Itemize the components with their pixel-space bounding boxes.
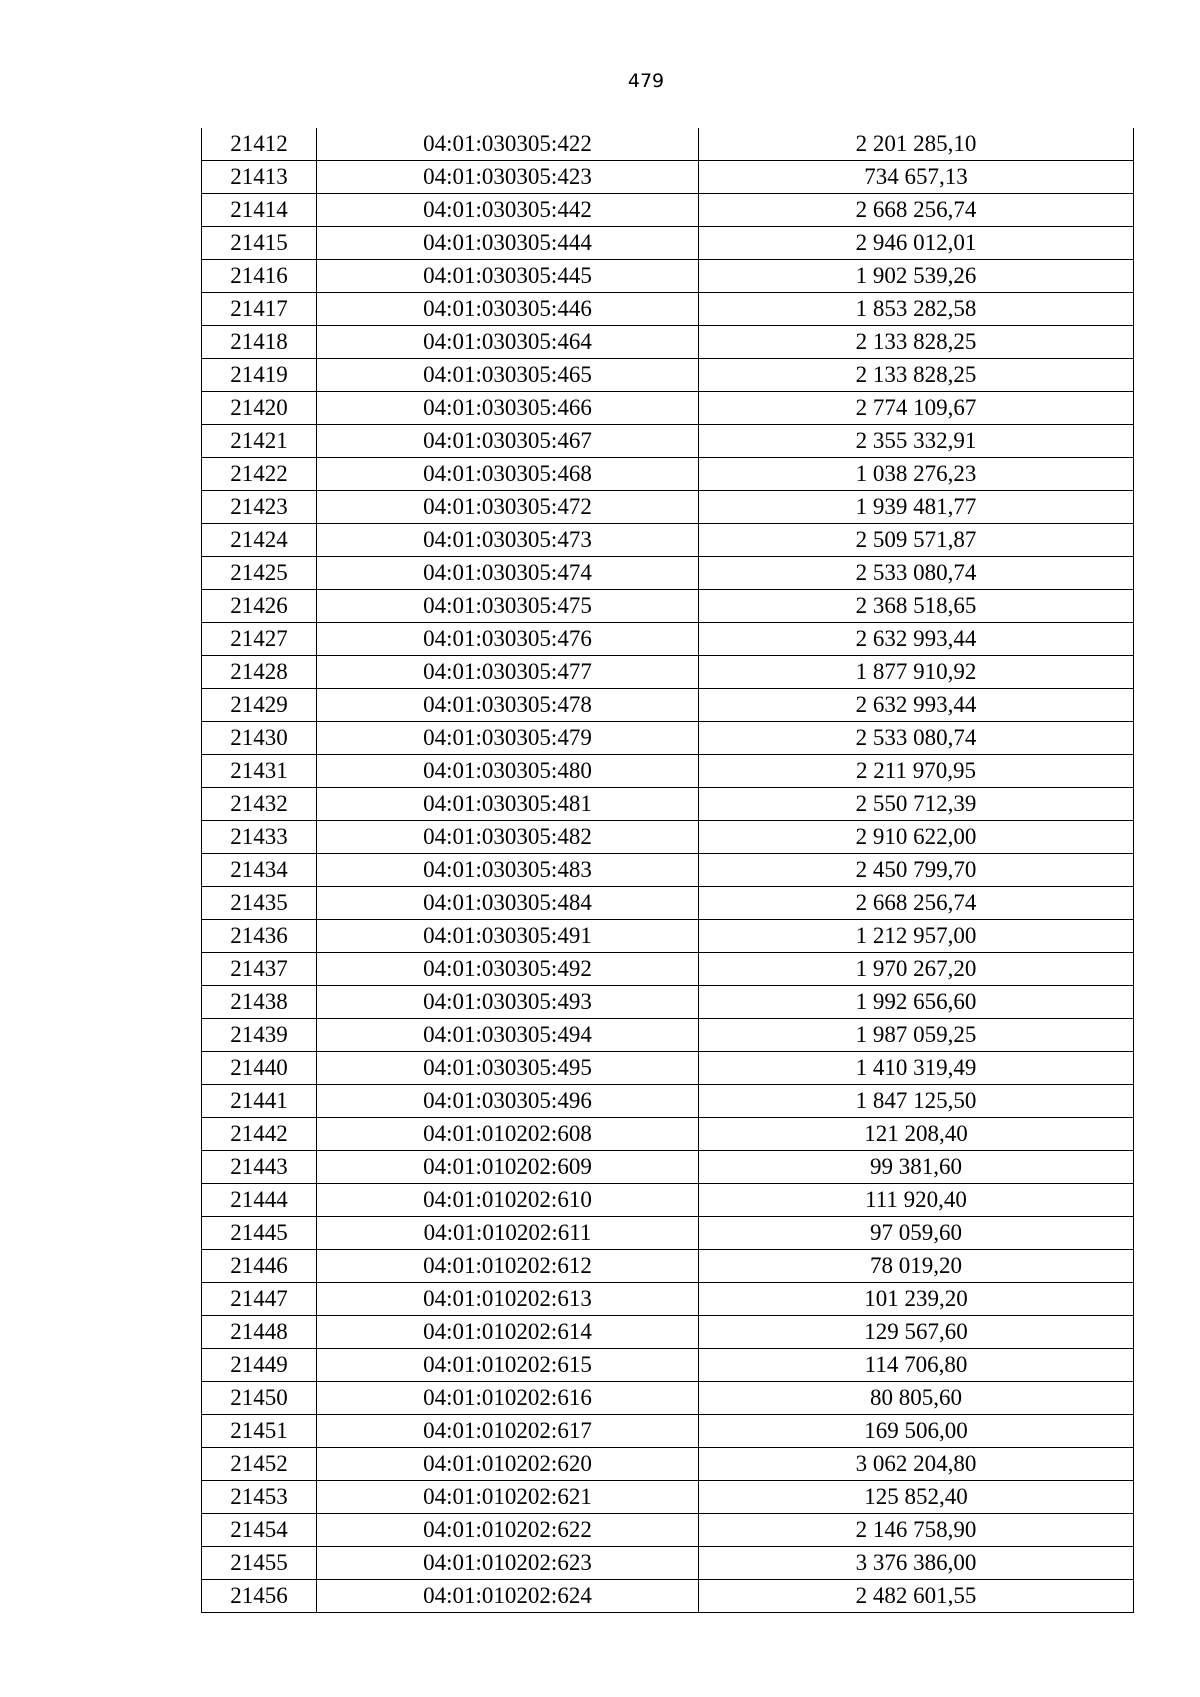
table-row	[202, 161, 1134, 194]
row-number-cell: 21443	[202, 1151, 317, 1184]
row-number-cell: 21450	[202, 1382, 317, 1415]
table-row	[202, 1316, 1134, 1349]
cadastral-value-cell: 111 920,40	[699, 1184, 1134, 1217]
row-number-cell: 21429	[202, 689, 317, 722]
table-row	[202, 260, 1134, 293]
table-row	[202, 986, 1134, 1019]
row-number-cell: 21437	[202, 953, 317, 986]
cadastral-value-cell: 99 381,60	[699, 1151, 1134, 1184]
row-number-cell: 21434	[202, 854, 317, 887]
cadastral-number-cell: 04:01:010202:613	[317, 1283, 699, 1316]
cadastral-value-cell: 1 853 282,58	[699, 293, 1134, 326]
cadastral-value-cell: 2 774 109,67	[699, 392, 1134, 425]
cadastral-number-cell: 04:01:030305:442	[317, 194, 699, 227]
cadastral-number-cell: 04:01:030305:465	[317, 359, 699, 392]
row-number-cell: 21454	[202, 1514, 317, 1547]
cadastral-number-cell: 04:01:030305:475	[317, 590, 699, 623]
cadastral-value-cell: 2 668 256,74	[699, 887, 1134, 920]
row-number-cell: 21414	[202, 194, 317, 227]
cadastral-number-cell: 04:01:030305:464	[317, 326, 699, 359]
row-number-cell: 21445	[202, 1217, 317, 1250]
cadastral-value-cell: 2 355 332,91	[699, 425, 1134, 458]
cadastral-value-cell: 1 987 059,25	[699, 1019, 1134, 1052]
cadastral-number-cell: 04:01:030305:444	[317, 227, 699, 260]
cadastral-number-cell: 04:01:030305:467	[317, 425, 699, 458]
table-row	[202, 458, 1134, 491]
table-row	[202, 1382, 1134, 1415]
table-row	[202, 623, 1134, 656]
cadastral-number-cell: 04:01:030305:474	[317, 557, 699, 590]
row-number-cell: 21438	[202, 986, 317, 1019]
row-number-cell: 21430	[202, 722, 317, 755]
row-number-cell: 21424	[202, 524, 317, 557]
page-number: 479	[627, 70, 665, 92]
cadastral-value-cell: 125 852,40	[699, 1481, 1134, 1514]
row-number-cell: 21418	[202, 326, 317, 359]
row-number-cell: 21420	[202, 392, 317, 425]
cadastral-value-cell: 78 019,20	[699, 1250, 1134, 1283]
cadastral-value-cell: 2 201 285,10	[699, 128, 1134, 161]
table-row	[202, 656, 1134, 689]
table-row	[202, 1415, 1134, 1448]
cadastral-value-cell: 2 533 080,74	[699, 557, 1134, 590]
cadastral-number-cell: 04:01:030305:423	[317, 161, 699, 194]
cadastral-number-cell: 04:01:030305:468	[317, 458, 699, 491]
row-number-cell: 21444	[202, 1184, 317, 1217]
row-number-cell: 21422	[202, 458, 317, 491]
table-row	[202, 689, 1134, 722]
cadastral-value-cell: 2 133 828,25	[699, 359, 1134, 392]
table-row	[202, 491, 1134, 524]
cadastral-value-cell: 2 668 256,74	[699, 194, 1134, 227]
table-row	[202, 557, 1134, 590]
row-number-cell: 21440	[202, 1052, 317, 1085]
cadastral-value-cell: 2 133 828,25	[699, 326, 1134, 359]
cadastral-number-cell: 04:01:010202:614	[317, 1316, 699, 1349]
row-number-cell: 21452	[202, 1448, 317, 1481]
cadastral-number-cell: 04:01:010202:617	[317, 1415, 699, 1448]
cadastral-value-table	[201, 128, 1134, 1613]
cadastral-number-cell: 04:01:030305:477	[317, 656, 699, 689]
table-row	[202, 1580, 1134, 1613]
table-row	[202, 788, 1134, 821]
cadastral-value-cell: 101 239,20	[699, 1283, 1134, 1316]
row-number-cell: 21428	[202, 656, 317, 689]
row-number-cell: 21451	[202, 1415, 317, 1448]
table-row	[202, 1052, 1134, 1085]
table-row	[202, 1547, 1134, 1580]
cadastral-number-cell: 04:01:030305:484	[317, 887, 699, 920]
cadastral-number-cell: 04:01:030305:472	[317, 491, 699, 524]
row-number-cell: 21413	[202, 161, 317, 194]
cadastral-value-cell: 1 212 957,00	[699, 920, 1134, 953]
table-row	[202, 1085, 1134, 1118]
row-number-cell: 21446	[202, 1250, 317, 1283]
cadastral-number-cell: 04:01:030305:445	[317, 260, 699, 293]
row-number-cell: 21419	[202, 359, 317, 392]
cadastral-number-cell: 04:01:030305:476	[317, 623, 699, 656]
row-number-cell: 21421	[202, 425, 317, 458]
row-number-cell: 21427	[202, 623, 317, 656]
table-row	[202, 1118, 1134, 1151]
row-number-cell: 21448	[202, 1316, 317, 1349]
cadastral-value-cell: 734 657,13	[699, 161, 1134, 194]
cadastral-value-cell: 2 146 758,90	[699, 1514, 1134, 1547]
cadastral-number-cell: 04:01:030305:495	[317, 1052, 699, 1085]
row-number-cell: 21426	[202, 590, 317, 623]
cadastral-value-cell: 1 410 319,49	[699, 1052, 1134, 1085]
table-row	[202, 821, 1134, 854]
cadastral-number-cell: 04:01:030305:494	[317, 1019, 699, 1052]
cadastral-value-cell: 1 902 539,26	[699, 260, 1134, 293]
cadastral-number-cell: 04:01:030305:478	[317, 689, 699, 722]
cadastral-number-cell: 04:01:030305:446	[317, 293, 699, 326]
cadastral-number-cell: 04:01:010202:611	[317, 1217, 699, 1250]
table-row	[202, 1151, 1134, 1184]
cadastral-number-cell: 04:01:030305:492	[317, 953, 699, 986]
cadastral-value-cell: 169 506,00	[699, 1415, 1134, 1448]
row-number-cell: 21441	[202, 1085, 317, 1118]
table-row	[202, 227, 1134, 260]
table-row	[202, 1184, 1134, 1217]
cadastral-value-cell: 2 482 601,55	[699, 1580, 1134, 1613]
table-row	[202, 1349, 1134, 1382]
table-row	[202, 1514, 1134, 1547]
cadastral-value-cell: 114 706,80	[699, 1349, 1134, 1382]
cadastral-number-cell: 04:01:010202:620	[317, 1448, 699, 1481]
row-number-cell: 21456	[202, 1580, 317, 1613]
table-row	[202, 293, 1134, 326]
table-row	[202, 524, 1134, 557]
row-number-cell: 21455	[202, 1547, 317, 1580]
cadastral-number-cell: 04:01:030305:496	[317, 1085, 699, 1118]
cadastral-number-cell: 04:01:010202:622	[317, 1514, 699, 1547]
cadastral-value-cell: 97 059,60	[699, 1217, 1134, 1250]
row-number-cell: 21431	[202, 755, 317, 788]
row-number-cell: 21433	[202, 821, 317, 854]
table-row	[202, 128, 1134, 161]
cadastral-number-cell: 04:01:010202:624	[317, 1580, 699, 1613]
cadastral-number-cell: 04:01:030305:493	[317, 986, 699, 1019]
table-body	[202, 128, 1134, 1613]
cadastral-value-cell: 2 509 571,87	[699, 524, 1134, 557]
cadastral-number-cell: 04:01:030305:482	[317, 821, 699, 854]
table-row	[202, 326, 1134, 359]
table-row	[202, 722, 1134, 755]
row-number-cell: 21453	[202, 1481, 317, 1514]
row-number-cell: 21423	[202, 491, 317, 524]
row-number-cell: 21432	[202, 788, 317, 821]
cadastral-number-cell: 04:01:010202:616	[317, 1382, 699, 1415]
table-row	[202, 1481, 1134, 1514]
cadastral-number-cell: 04:01:030305:483	[317, 854, 699, 887]
cadastral-number-cell: 04:01:010202:610	[317, 1184, 699, 1217]
cadastral-number-cell: 04:01:030305:480	[317, 755, 699, 788]
cadastral-value-cell: 1 992 656,60	[699, 986, 1134, 1019]
row-number-cell: 21436	[202, 920, 317, 953]
cadastral-value-cell: 2 632 993,44	[699, 623, 1134, 656]
cadastral-value-cell: 3 376 386,00	[699, 1547, 1134, 1580]
cadastral-value-cell: 1 847 125,50	[699, 1085, 1134, 1118]
row-number-cell: 21449	[202, 1349, 317, 1382]
table-row	[202, 887, 1134, 920]
table-row	[202, 392, 1134, 425]
cadastral-value-cell: 2 910 622,00	[699, 821, 1134, 854]
cadastral-value-cell: 80 805,60	[699, 1382, 1134, 1415]
table-row	[202, 194, 1134, 227]
cadastral-value-cell: 2 368 518,65	[699, 590, 1134, 623]
cadastral-value-cell: 2 450 799,70	[699, 854, 1134, 887]
table-row	[202, 1448, 1134, 1481]
row-number-cell: 21415	[202, 227, 317, 260]
row-number-cell: 21435	[202, 887, 317, 920]
row-number-cell: 21447	[202, 1283, 317, 1316]
row-number-cell: 21425	[202, 557, 317, 590]
table-row	[202, 1250, 1134, 1283]
cadastral-number-cell: 04:01:010202:609	[317, 1151, 699, 1184]
cadastral-number-cell: 04:01:010202:608	[317, 1118, 699, 1151]
row-number-cell: 21417	[202, 293, 317, 326]
row-number-cell: 21416	[202, 260, 317, 293]
cadastral-value-cell: 1 970 267,20	[699, 953, 1134, 986]
cadastral-number-cell: 04:01:010202:615	[317, 1349, 699, 1382]
table-row	[202, 920, 1134, 953]
table-row	[202, 755, 1134, 788]
cadastral-value-cell: 2 211 970,95	[699, 755, 1134, 788]
cadastral-value-cell: 1 877 910,92	[699, 656, 1134, 689]
cadastral-value-cell: 2 550 712,39	[699, 788, 1134, 821]
cadastral-value-cell: 1 038 276,23	[699, 458, 1134, 491]
table-row	[202, 359, 1134, 392]
table-row	[202, 854, 1134, 887]
cadastral-number-cell: 04:01:030305:422	[317, 128, 699, 161]
cadastral-number-cell: 04:01:010202:612	[317, 1250, 699, 1283]
row-number-cell: 21442	[202, 1118, 317, 1151]
table-row	[202, 425, 1134, 458]
cadastral-value-cell: 2 946 012,01	[699, 227, 1134, 260]
row-number-cell: 21412	[202, 128, 317, 161]
cadastral-number-cell: 04:01:030305:479	[317, 722, 699, 755]
cadastral-number-cell: 04:01:010202:621	[317, 1481, 699, 1514]
cadastral-value-cell: 2 632 993,44	[699, 689, 1134, 722]
table-row	[202, 953, 1134, 986]
table-row	[202, 590, 1134, 623]
cadastral-value-cell: 3 062 204,80	[699, 1448, 1134, 1481]
cadastral-value-cell: 2 533 080,74	[699, 722, 1134, 755]
table-row	[202, 1019, 1134, 1052]
cadastral-number-cell: 04:01:030305:491	[317, 920, 699, 953]
cadastral-number-cell: 04:01:030305:466	[317, 392, 699, 425]
cadastral-value-cell: 1 939 481,77	[699, 491, 1134, 524]
cadastral-number-cell: 04:01:030305:481	[317, 788, 699, 821]
cadastral-number-cell: 04:01:030305:473	[317, 524, 699, 557]
table-row	[202, 1283, 1134, 1316]
table-row	[202, 1217, 1134, 1250]
cadastral-value-cell: 129 567,60	[699, 1316, 1134, 1349]
row-number-cell: 21439	[202, 1019, 317, 1052]
cadastral-number-cell: 04:01:010202:623	[317, 1547, 699, 1580]
cadastral-value-cell: 121 208,40	[699, 1118, 1134, 1151]
